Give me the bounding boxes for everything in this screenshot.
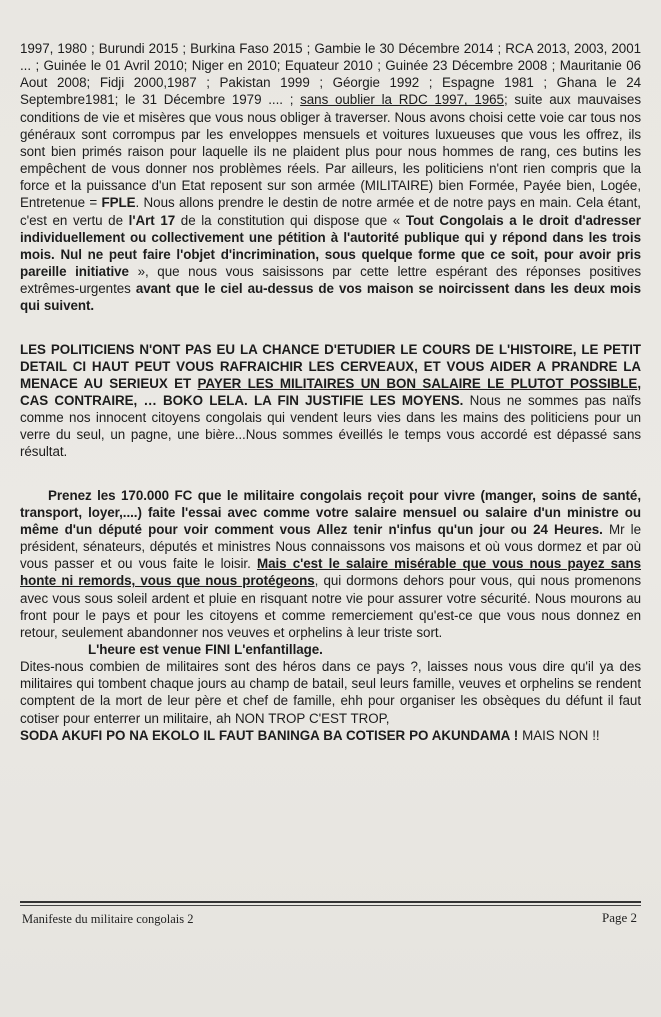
boko-lela-bold: , CAS CONTRAIRE, … BOKO LELA. LA FIN JUSTIFIE LES MOYENS. <box>20 375 641 408</box>
dispose-text: de la constitution qui dispose que « <box>180 212 401 228</box>
fple-bold: FPLE <box>101 195 136 211</box>
destin-text: . Nous allons prendre le destin de notre armée et de notre pays en main. Cela étant, c'est en vertu de <box>20 195 641 228</box>
soda-akufi-bold: SODA AKUFI PO NA EKOLO IL FAUT BANINGA BA COTISER PO AKUNDAMA ! <box>20 727 519 743</box>
ciel-bold: avant que le ciel au-dessus de vos maison se noircissent dans les deux mois qui suivent. <box>20 281 641 314</box>
conditions-text: ; suite aux mauvaises conditions de vie et misères que vous nous obliger à traverser. Nous avons choisi cette voie car tous nos généraux sont corrompus par les enveloppes mensuels et voitures luxueuses que vous les offrez, ils sont bien primés raison pour laquelle ils ne plaident plus pour nous hommes de rang, ces butins les empêchent de vous donner nos problèmes réels. Par ailleurs, les politiciens n'ont rien compris que la force et la puissance d'un Etat reposent sur son armée (MILITAIRE) bien Formée, Payée bien, Logée, Entretenue = <box>20 92 641 211</box>
fini-enfantillage-bold: L'heure est venue FINI L'enfantillage. <box>88 642 323 657</box>
footer-title: Manifeste du militaire congolais 2 <box>22 912 194 926</box>
paragraph-heros <box>20 658 641 727</box>
paragraph-soda <box>20 727 641 744</box>
paragraph-salaire <box>20 487 641 641</box>
dormons-text: , qui dormons dehors pour vous, qui nous promenons avec vous sous soleil ardent et pluie en risquant notre vie pour assurer votre sécurité. Nous mourons au front pour le pays et pour les citoyens et comme remerciement qu'est-ce que vous nous donnez en retour, seulement abandonner nos veuves et orphelins à leur triste sort. <box>20 573 641 640</box>
payer-militaires-underlined: PAYER LES MILITAIRES UN BON SALAIRE LE PLUTOT POSSIBLE <box>197 375 638 391</box>
paragraph-politiciens <box>20 341 641 461</box>
art17-quote-bold: Tout Congolais a le droit d'adresser individuellement ou collectivement une pétition à l'autorité publique qui y répond dans les trois mois. Nul ne peut faire l'objet d'incrimination, sous quelque forme que ce soit, pour avoir pris pareille initiative <box>20 212 641 280</box>
maisons-text: Mr le président, sénateurs, députés et ministres Nous connaissons vos maisons et où vous dormez et par où vous passer et ou vous faite le loisir. <box>20 521 641 572</box>
prenez-bold: Prenez les 170.000 FC que le militaire congolais reçoit pour vivre (manger, soins de santé, transport, loyer,....) faite l'essai avec comme votre salaire mensuel ou salaire d'un ministre ou même d'un député pour voir comment vous Allez tenir n'infus qu'un jour ou 24 Heures. <box>20 487 641 537</box>
mais-non-text: MAIS NON !! <box>522 727 600 743</box>
art17-bold: l'Art 17 <box>128 212 176 228</box>
footer-rule-top <box>20 901 641 903</box>
salaire-miserable-underlined: Mais c'est le salaire misérable que vous nous payez sans honte ni remords, vous que nous protégeons <box>20 556 641 589</box>
paragraph-fini <box>20 641 641 658</box>
underlined-rdc: sans oublier la RDC 1997, 1965 <box>300 92 504 108</box>
heros-text: Dites-nous combien de militaires sont des héros dans ce pays ?, laisses nous vous dire qu'il ya des militaires qui tombent chaque jours au champ de batail, seul leurs famille, veuves et orphelins se rendent comptent de la mort de leur père et chef de famille, ehh pour organiser les obsèques du défunt il faut cotiser pour enterrer un militaire, ah NON TROP C'EST TROP, <box>20 659 641 726</box>
coups-list-text: 1997, 1980 ; Burundi 2015 ; Burkina Faso 2015 ; Gambie le 30 Décembre 2014 ; RCA 2013, 2003, 2001 ... ; Guinée le 01 Avril 2010; Niger en 2010; Equateur 2010 ; Guinée 23 Décembre 2008 ; Mauritanie 06 Aout 2008; Fidji 2000,1987 ; Pakistan 1999 ; Géorgie 1992 ; Espagne 1981 ; Ghana le 24 Septembre1981; le 31 Décembre 1979 .... ; <box>20 41 641 108</box>
footer-rule-bottom <box>20 905 641 906</box>
document-body <box>20 40 641 744</box>
naifs-text: Nous ne sommes pas naïfs comme nos innocent citoyens congolais qui vendent leurs vies dans les mains des politiciens pour un verre du seul, un pagne, une bière...Nous sommes éveillés le temps vous accordé est dépassé sans résultat. <box>20 392 641 460</box>
saisissons-text: », que nous vous saisissons par cette lettre espérant des réponses positives extrêmes-urgentes <box>20 264 641 297</box>
politiciens-bold: LES POLITICIENS N'ONT PAS EU LA CHANCE D'ETUDIER LE COURS DE L'HISTOIRE, LE PETIT DETAIL CI HAUT PEUT VOUS RAFRAICHIR LES CERVEAUX, ET VOUS AIDER A PRANDRE LA MENACE AU SERIEUX ET <box>20 341 641 391</box>
paragraph-coups-list <box>20 40 641 315</box>
page-number: Page 2 <box>601 910 637 925</box>
